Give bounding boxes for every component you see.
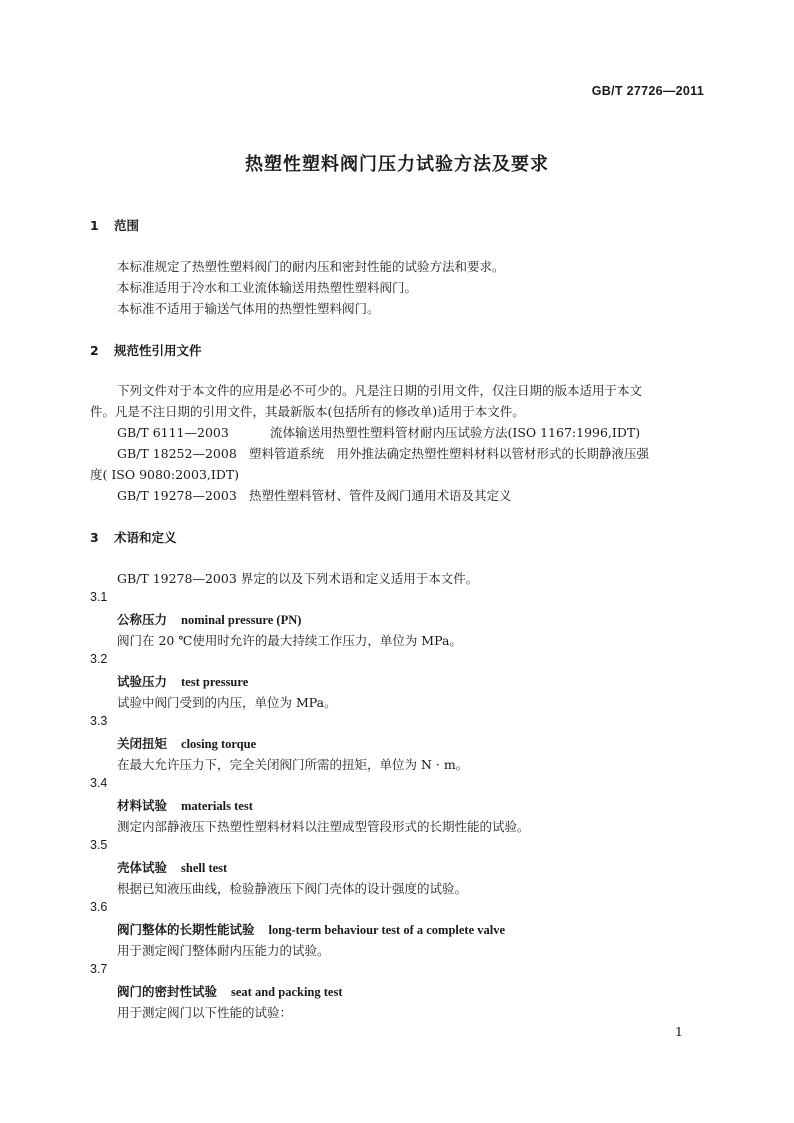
term-number: 3.2 [90,652,108,666]
term-english: closing torque [181,737,257,751]
section-1-heading [90,216,139,234]
term-heading [117,610,301,628]
term-heading [117,982,342,1000]
section-title: 术语和定义 [114,530,177,545]
term-number: 3.3 [90,714,108,728]
term-heading [117,672,248,690]
term-chinese: 阀门整体的长期性能试验 [117,922,255,937]
references-intro-line-1: 下列文件对于本文件的应用是必不可少的。凡是注日期的引用文件，仅注日期的版本适用于本文 [117,383,643,398]
term-number: 3.5 [90,838,108,852]
section-title: 范围 [114,218,140,233]
term-definition: 阀门在 20 ℃使用时允许的最大持续工作压力，单位为 MPa。 [117,633,462,648]
term-chinese: 壳体试验 [117,860,168,875]
term-english: shell test [181,861,228,875]
term-heading [117,858,227,876]
term-definition: 用于测定阀门整体耐内压能力的试验。 [117,943,330,958]
terms-intro: GB/T 19278—2003 界定的以及下列术语和定义适用于本文件。 [117,571,479,586]
term-definition: 测定内部静液压下热塑性塑料材料以注塑成型管段形式的长期性能的试验。 [117,819,530,834]
reference-code: GB/T 18252—2008 [117,446,237,461]
term-number: 3.1 [90,590,108,604]
reference-code: GB/T 6111—2003 [117,425,229,440]
term-english: nominal pressure (PN) [181,613,302,627]
section-3-heading [90,528,177,546]
reference-continuation: 度( ISO 9080:2003,IDT) [90,467,240,482]
section-number: 3 [90,530,99,545]
scope-paragraph-1: 本标准规定了热塑性塑料阀门的耐内压和密封性能的试验方法和要求。 [117,259,505,274]
term-chinese: 试验压力 [117,674,168,689]
term-heading [117,920,505,938]
section-title: 规范性引用文件 [114,343,202,358]
reference-item [117,444,649,462]
reference-item [117,423,640,441]
term-definition: 用于测定阀门以下性能的试验： [117,1005,293,1020]
reference-title: 塑料管道系统 用外推法确定热塑性塑料材料以管材形式的长期静液压强 [249,446,650,461]
standard-code: GB/T 27726—2011 [591,84,704,98]
term-chinese: 阀门的密封性试验 [117,984,218,999]
reference-item [117,486,512,504]
page-number: 1 [675,1024,683,1039]
section-number: 1 [90,218,99,233]
term-english: test pressure [181,675,249,689]
term-number: 3.6 [90,900,108,914]
scope-paragraph-2: 本标准适用于冷水和工业流体输送用热塑性塑料阀门。 [117,280,418,295]
term-number: 3.7 [90,962,108,976]
term-chinese: 关闭扭矩 [117,736,168,751]
term-chinese: 材料试验 [117,798,168,813]
term-english: seat and packing test [231,985,343,999]
term-definition: 试验中阀门受到的内压，单位为 MPa。 [117,695,337,710]
term-number: 3.4 [90,776,108,790]
term-english: materials test [181,799,253,813]
term-heading [117,734,256,752]
section-2-heading [90,341,202,359]
reference-title: 流体输送用热塑性塑料管材耐内压试验方法(ISO 1167:1996,IDT) [270,425,641,440]
references-intro-line-2: 件。凡是不注日期的引用文件，其最新版本(包括所有的修改单)适用于本文件。 [90,404,525,419]
section-number: 2 [90,343,99,358]
document-title: 热塑性塑料阀门压力试验方法及要求 [245,154,549,175]
term-english: long-term behaviour test of a complete valve [268,923,506,937]
scope-paragraph-3: 本标准不适用于输送气体用的热塑性塑料阀门。 [117,301,380,316]
term-chinese: 公称压力 [117,612,168,627]
reference-title: 热塑性塑料管材、管件及阀门通用术语及其定义 [249,488,512,503]
term-definition: 在最大允许压力下，完全关闭阀门所需的扭矩，单位为 N · m。 [117,757,469,772]
term-definition: 根据已知液压曲线，检验静液压下阀门壳体的设计强度的试验。 [117,881,468,896]
term-heading [117,796,253,814]
reference-code: GB/T 19278—2003 [117,488,237,503]
